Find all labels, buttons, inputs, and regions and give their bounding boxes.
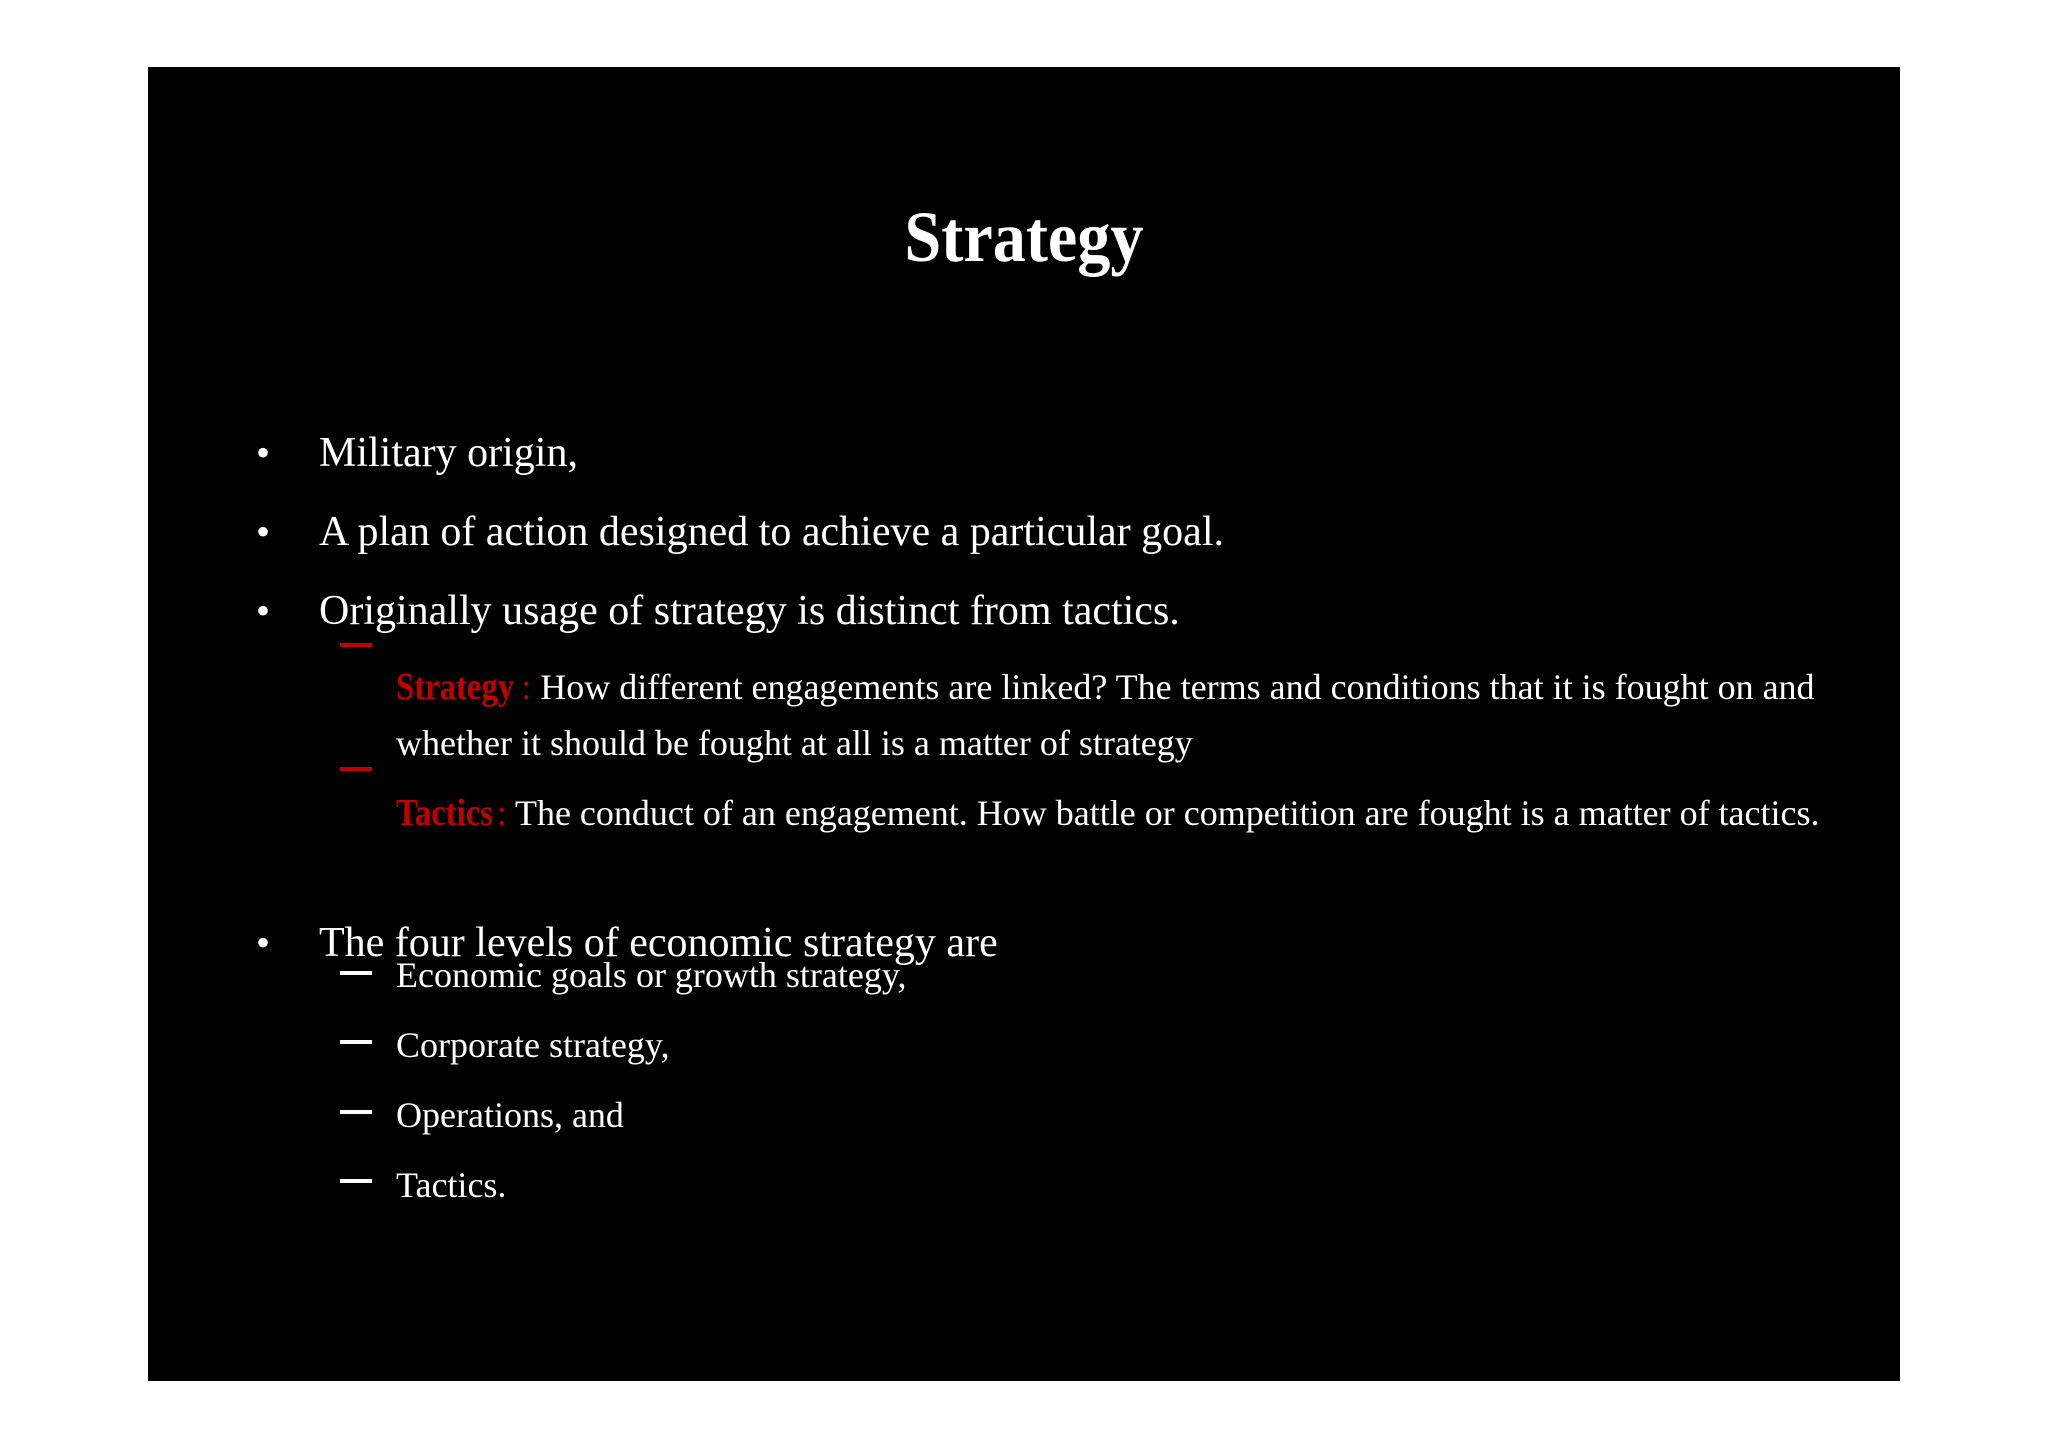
definition-term: Tactics — [396, 792, 493, 834]
definition-separator: : — [521, 667, 532, 707]
definition-body: The conduct of an engagement. How battle or competition are fought is a matter of tactics. — [506, 793, 1820, 833]
bullet-text: Originally usage of strategy is distinct from tactics. — [319, 588, 1180, 634]
definition-separator: : — [496, 793, 507, 833]
bullet-marker: • — [256, 430, 271, 475]
bullet-marker: • — [256, 509, 271, 554]
level-text: Corporate strategy, — [396, 1025, 670, 1065]
dash-marker — [340, 1040, 372, 1044]
dash-marker — [340, 971, 372, 975]
definition-text — [396, 785, 1886, 841]
dash-marker — [340, 643, 372, 647]
definition-body: How different engagements are linked? The terms and conditions that it is fought on and whether it should be fought at all is a matter of strategy — [396, 667, 1815, 763]
definition-term: Strategy — [396, 666, 514, 708]
bullet-marker: • — [256, 588, 271, 633]
bullet-text: The four levels of economic strategy are — [319, 920, 998, 966]
level-text: Operations, and — [396, 1095, 624, 1135]
level-text: Tactics. — [396, 1165, 507, 1205]
dash-marker — [340, 1179, 372, 1183]
bullet-marker: • — [256, 920, 271, 965]
level-text: Economic goals or growth strategy, — [396, 955, 907, 995]
slide — [148, 67, 1900, 1381]
bullet-text: Military origin, — [319, 430, 578, 476]
slide-title: Strategy — [904, 197, 1144, 277]
definition-text — [396, 659, 1886, 771]
bullet-text: A plan of action designed to achieve a particular goal. — [319, 509, 1224, 555]
dash-marker — [340, 767, 372, 771]
dash-marker — [340, 1110, 372, 1114]
